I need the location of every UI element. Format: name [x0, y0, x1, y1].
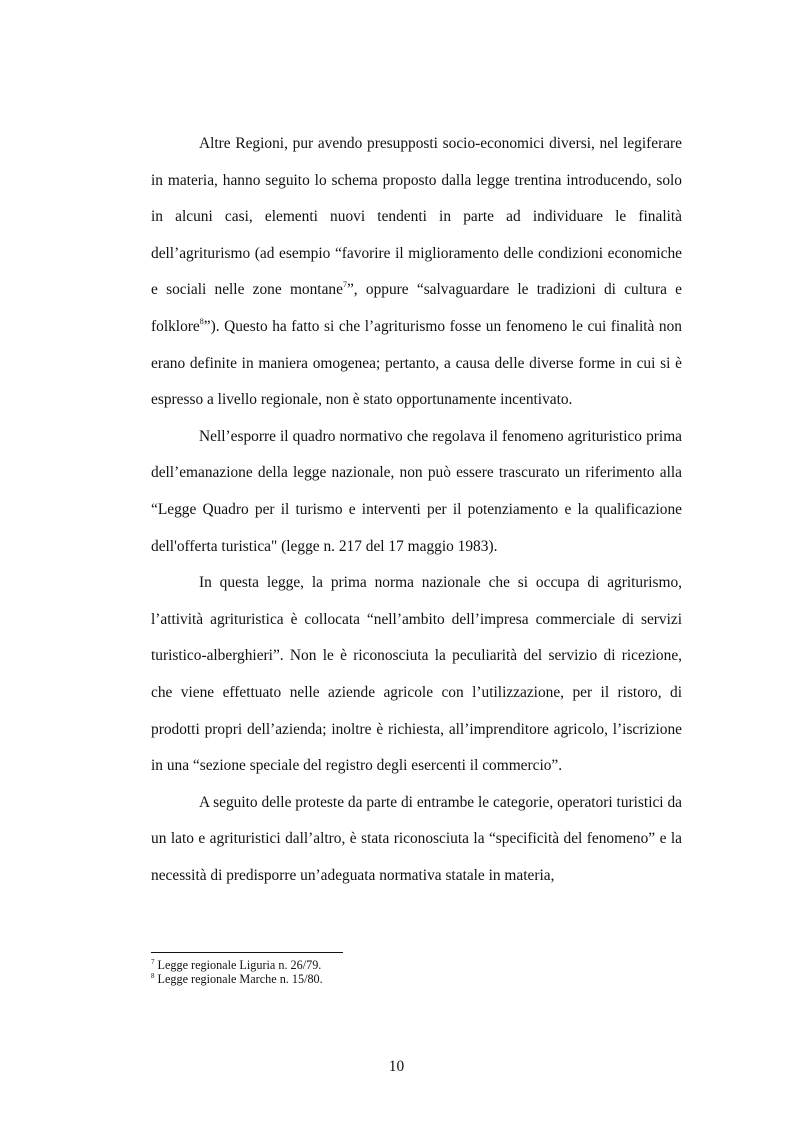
- footnotes: [151, 958, 682, 986]
- paragraph: In questa legge, la prima norma nazionale che si occupa di agriturismo, l’attività agrituristica è collocata “nell’ambito dell’impresa commerciale di servizi turistico-alberghieri”. Non le è riconosciuta la peculiarità del servizio di ricezione, che viene effettuato nelle aziende agricole con l’utilizzazione, per il ristoro, di prodotti propri dell’azienda; inoltre è richiesta, all’imprenditore agricolo, l’iscrizione in una “sezione speciale del registro degli esercenti il commercio”.: [151, 574, 682, 775]
- footnote-number: 7: [151, 958, 155, 966]
- footnote-reference: 8: [199, 316, 204, 326]
- footnote: [151, 972, 682, 986]
- footnote-reference: 7: [342, 280, 347, 290]
- paragraph: Nell’esporre il quadro normativo che regolava il fenomeno agrituristico prima dell’emanazione della legge nazionale, non può essere trascurato un riferimento alla “Legge Quadro per il turismo e interventi per il potenziamento e la qualificazione dell'offerta turistica" (legge n. 217 del 17 maggio 1983).: [151, 427, 682, 555]
- paragraph-text: Altre Regioni, pur avendo presupposti socio-economici diversi, nel legiferare in materia, hanno seguito lo schema proposto dalla legge trentina introducendo, solo in alcuni casi, elementi nuovi tendenti in parte ad individuare le finalità dell’agriturismo (ad esempio “favorire il miglioramento delle condizioni economiche e sociali nelle zone montane: [151, 135, 682, 299]
- body-text: [151, 126, 682, 894]
- footnote-text: Legge regionale Marche n. 15/80.: [157, 972, 323, 986]
- footnote-number: 8: [151, 972, 155, 980]
- page-number: 10: [388, 1058, 405, 1075]
- footnote: [151, 958, 682, 972]
- footnote-text: Legge regionale Liguria n. 26/79.: [157, 958, 322, 972]
- paragraph: [151, 126, 682, 419]
- paragraph-text: ”, oppure “salvaguardare le tradizioni di cultura e folklore: [151, 281, 682, 335]
- footnote-separator: [151, 952, 343, 953]
- paragraph: A seguito delle proteste da parte di entrambe le categorie, operatori turistici da un lato e agrituristici dall’altro, è stata riconosciuta la “specificità del fenomeno” e la necessità di predisporre un’adeguata normativa statale in materia,: [151, 793, 682, 884]
- paragraph-text: ”). Questo ha fatto si che l’agriturismo fosse un fenomeno le cui finalità non erano definite in maniera omogenea; pertanto, a causa delle diverse forme in cui si è espresso a livello regionale, non è stato opportunamente incentivato.: [151, 317, 682, 409]
